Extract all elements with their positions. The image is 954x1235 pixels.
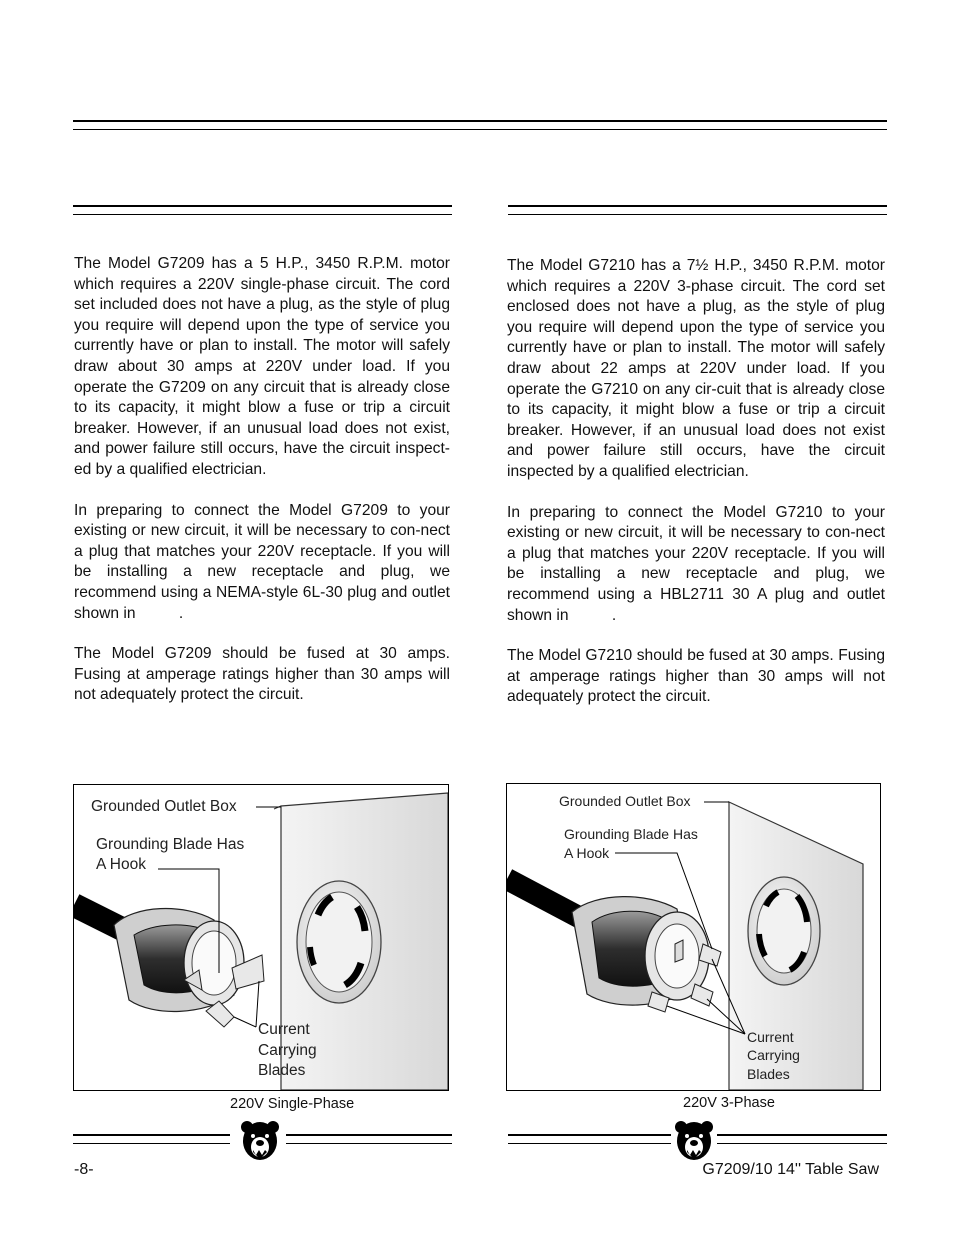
footer-left-rule-a1 — [73, 1134, 230, 1136]
left-header-rule-thick — [73, 205, 452, 207]
left-paragraph-fuse: The Model G7209 should be fused at 30 amps. Fusing at amperage ratings higher than 30 amps will not adequately protect the circuit. — [74, 645, 450, 704]
left-text-column — [74, 254, 455, 726]
footer-left-rule-b2 — [286, 1143, 452, 1144]
current-blades-label-line2: Carrying — [747, 1047, 800, 1063]
right-header-rule-thick — [508, 205, 887, 207]
page-number: -8- — [74, 1161, 94, 1178]
left-header-rule-thin — [73, 214, 452, 215]
grounding-blade-label-line2: A Hook — [564, 845, 610, 861]
footer-left-rule-b1 — [286, 1134, 452, 1136]
current-blades-label-line1: Current — [747, 1029, 794, 1045]
footer-right-rule-b1 — [717, 1134, 887, 1136]
single-phase-plug-figure — [73, 784, 449, 1091]
grounded-outlet-box-label: Grounded Outlet Box — [559, 793, 691, 809]
three-phase-plug-figure — [506, 783, 881, 1091]
single-phase-caption: 220V Single-Phase — [230, 1096, 355, 1112]
footer-left-rule-a2 — [73, 1143, 230, 1144]
top-rule-thin — [73, 129, 887, 130]
bear-head-logo-icon — [674, 1119, 714, 1163]
footer-right-rule-b2 — [717, 1143, 887, 1144]
document-title: G7209/10 14'' Table Saw — [702, 1161, 879, 1178]
right-paragraph-fuse: The Model G7210 should be fused at 30 amps. Fusing at amperage ratings higher than 30 amps will not adequately protect the circuit. — [507, 647, 885, 706]
current-blades-label-line1: Current — [258, 1021, 310, 1038]
bear-head-logo-icon — [240, 1119, 280, 1163]
current-blades-label-line3: Blades — [258, 1062, 306, 1079]
left-paragraph-motor: The Model G7209 has a 5 H.P., 3450 R.P.M. motor which requires a 220V single-phase circuit. The cord set included does not have a plug, as the style of plug you require will depend upon the type of service you currently have or plan to install. The motor will safely draw about 30 amps at 220V under load. If you operate the G7209 on any circuit that is already close to its capacity, it might blow a fuse or trip a circuit breaker. However, if an unusual load does not exist, and power failure still occurs, have the circuit inspect-ed by a qualified electrician. — [74, 255, 450, 478]
left-paragraph-plug: In preparing to connect the Model G7209 to your existing or new circuit, it will be necessary to con-nect a plug that matches your 220V receptacle. If you will be installing a new receptacle and plug, we recommend using a NEMA-style 6L-30 plug and outlet shown in . — [74, 501, 455, 622]
grounded-outlet-box-label: Grounded Outlet Box — [91, 798, 237, 815]
right-paragraph-plug: In preparing to connect the Model G7210 to your existing or new circuit, it will be necessary to con-nect a plug that matches your 220V receptacle. If you will be installing a new receptacle and plug, we recommend using a HBL2711 30 A plug and outlet shown in . — [507, 503, 890, 624]
footer-right-rule-a1 — [508, 1134, 671, 1136]
grounding-blade-label-line1: Grounding Blade Has — [564, 826, 698, 842]
three-phase-caption: 220V 3-Phase — [683, 1095, 775, 1111]
right-text-column — [507, 256, 890, 728]
current-blades-label-line2: Carrying — [258, 1042, 317, 1059]
top-rule-thick — [73, 120, 887, 122]
grounding-blade-label-line1: Grounding Blade Has — [96, 836, 245, 853]
footer-right-rule-a2 — [508, 1143, 671, 1144]
current-blades-label-line3: Blades — [747, 1066, 790, 1082]
right-paragraph-motor: The Model G7210 has a 7½ H.P., 3450 R.P.M. motor which requires a 220V 3-phase circuit. The cord set enclosed does not have a plug, as the style of plug you require will depend upon the type of service you currently have or plan to install. The motor will safely draw about 22 amps at 220V under load. If you operate the G7210 on any cir-cuit that is already close to its capacity, it might blow a fuse or trip a circuit breaker. However, if an unusual load does not exist and power failure still occurs, have the circuit inspected by a qualified electrician. — [507, 257, 885, 480]
grounding-blade-label-line2: A Hook — [96, 856, 146, 873]
right-header-rule-thin — [508, 214, 887, 215]
